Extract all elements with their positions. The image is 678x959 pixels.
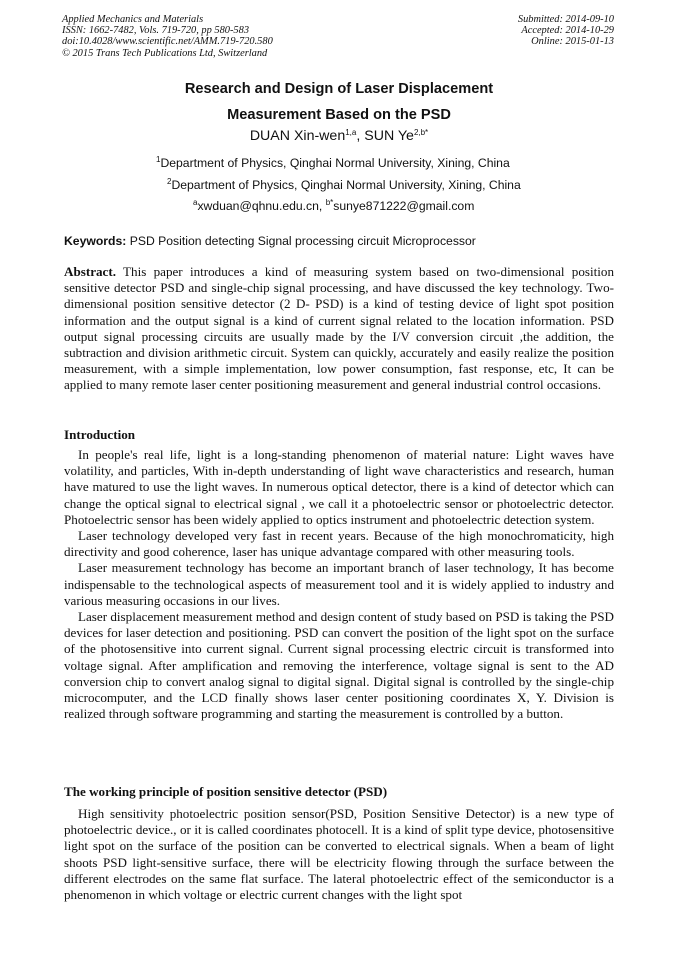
author-list (0, 128, 678, 144)
author-1-sup: 1,a (345, 128, 357, 137)
email-a: xwduan@qhnu.edu.cn, (197, 199, 326, 213)
author-2-sup: 2,b* (413, 128, 429, 137)
abstract-label: Abstract. (64, 264, 116, 279)
author-separator: , (356, 128, 365, 144)
affiliation-1-sup: 1 (156, 155, 161, 164)
keywords-label: Keywords: (64, 234, 127, 248)
online-date: Online: 2015-01-13 (531, 36, 614, 48)
intro-paragraph: In people's real life, light is a long-standing phenomenon of material nature: Light waves have volatility, and particles, With in-depth understanding of light wave characteristics and research, human have matured to use the light waves. In numerous optical detector, there is a kind of detector which can change the optical signal to electrical signal , we call it a photoelectric sensor or photoelectric detector. Photoelectric sensor has been widely applied to optics instrument and photoelectric detection system. (64, 447, 614, 527)
paper-title-line-1: Research and Design of Laser Displacement (184, 81, 494, 97)
accepted-date: Accepted: 2014-10-29 (521, 25, 614, 37)
paper-title-line-2: Measurement Based on the PSD (227, 107, 451, 123)
intro-paragraph: Laser measurement technology has become an important branch of laser technology, It has become indispensable to the technological aspects of measurement tool and it is widely applied to industry and various measuring occasions in our lives. (64, 560, 614, 608)
email-a-sup: a (193, 198, 198, 207)
psd-section-heading: The working principle of position sensitive detector (PSD) (64, 784, 388, 799)
psd-section-body (64, 806, 614, 903)
journal-info (62, 14, 273, 59)
intro-paragraph: Laser technology developed very fast in recent years. Because of the high monochromaticity, high directivity and good coherence, laser has unique advantage compared with other measuring tools. (64, 528, 614, 560)
author-emails (193, 199, 474, 213)
affiliation-1 (156, 156, 510, 170)
email-b: sunye871222@gmail.com (333, 199, 475, 213)
abstract-text: This paper introduces a kind of measuring system based on two-dimensional position sensitive detector PSD and single-chip signal processing, and have discussed the key technology. Two-dimensional position sensitive detector (2 D- PSD) is a kind of testing device of light spot position information and the output signal is a kind of current signal related to the location information. PSD output signal processing circuits are usually made by the I/V conversion circuit ,the addition, the subtraction and division arithmetic circuit. System can quickly, accurately and easily realize the position measurement, with a simple implementation, low power consumption, fast response, etc, It can be applied to many remote laser center positioning measurement and general industrial control occasions. (64, 264, 614, 393)
journal-name: Applied Mechanics and Materials (62, 14, 204, 25)
keywords (64, 234, 476, 248)
journal-doi: doi:10.4028/www.scientific.net/AMM.719-720.580 (62, 36, 273, 48)
submitted-date: Submitted: 2014-09-10 (517, 14, 614, 25)
abstract (64, 264, 614, 394)
submission-dates (518, 14, 614, 48)
keywords-text: PSD Position detecting Signal processing circuit Microprocessor (126, 234, 476, 248)
affiliation-2-sup: 2 (167, 177, 172, 186)
introduction-body (64, 447, 614, 722)
intro-paragraph: Laser displacement measurement method and design content of study based on PSD is taking the PSD devices for laser detection and positioning. PSD can convert the position of the light spot on the surface of the photosensitive into current signal. Current signal processing electric circuit is transformed into voltage signal. After amplification and removing the interference, voltage signal is sent to the AD conversion chip to convert analog signal to digital signal. Digital signal is controlled by the single-chip microcomputer, and the LCD finally shows laser center positioning coordinates X, Y. Division is realized through software programming and starting the measurement is controlled by a button. (64, 609, 614, 722)
email-b-sup: b* (325, 198, 334, 207)
affiliation-2-text: Department of Physics, Qinghai Normal University, Xining, China (171, 178, 521, 192)
author-1: DUAN Xin-wen (249, 128, 346, 144)
psd-paragraph: High sensitivity photoelectric position sensor(PSD, Position Sensitive Detector) is a new type of photoelectric device., or it is called coordinates photocell. It is a kind of split type device, photosensitive light spot on the surface of the position can be converted to electrical signals. When a beam of light shoots PSD light-sensitive surface, there will be electricity flowing through the surface between the different electrodes on the same flat surface. The lateral photoelectric effect of the semiconductor is a phenomenon in which voltage or electric current changes with the light spot (64, 806, 614, 903)
affiliation-1-text: Department of Physics, Qinghai Normal University, Xining, China (160, 156, 510, 170)
introduction-heading: Introduction (64, 427, 136, 442)
journal-issn: ISSN: 1662-7482, Vols. 719-720, pp 580-583 (62, 25, 250, 37)
journal-copyright: © 2015 Trans Tech Publications Ltd, Switzerland (62, 47, 268, 59)
author-2: SUN Ye (364, 128, 414, 144)
affiliation-2 (167, 178, 521, 192)
